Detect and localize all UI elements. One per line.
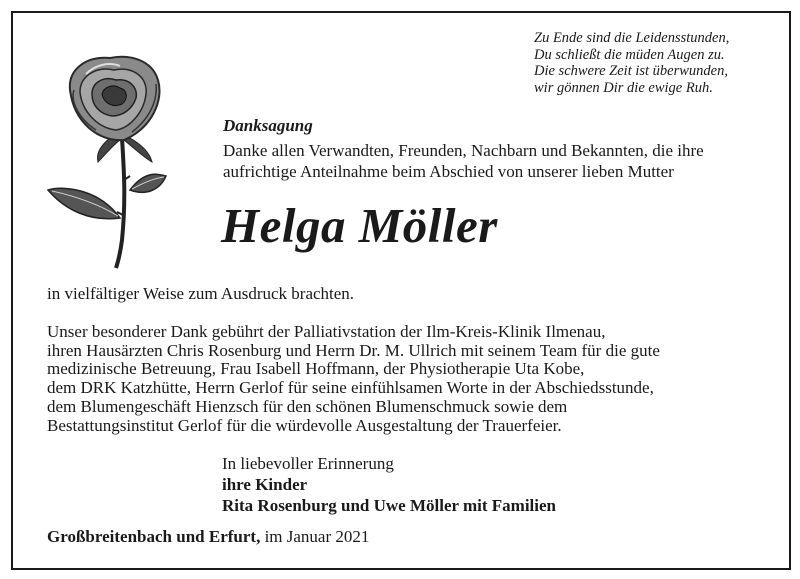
closing-block: [222, 453, 556, 516]
intro-line: Danke allen Verwandten, Freunden, Nachbarn und Bekannten, die ihre: [223, 141, 704, 160]
thanks-line: Bestattungsinstitut Gerlof für die würdevolle Ausgestaltung der Trauerfeier.: [47, 415, 562, 435]
deceased-name: Helga Möller: [221, 198, 498, 253]
poem-line: Die schwere Zeit ist überwunden,: [534, 63, 728, 79]
thanks-paragraph: [47, 323, 787, 435]
thanks-line: dem DRK Katzhütte, Herrn Gerlof für seine einfühlsamen Worte in der Abschiedsstunde,: [47, 378, 654, 398]
poem-line: Zu Ende sind die Leidensstunden,: [534, 30, 730, 46]
intro-line: aufrichtige Anteilnahme beim Abschied von unserer lieben Mutter: [223, 162, 674, 181]
poem: [534, 30, 774, 96]
intro-text: [223, 140, 783, 182]
thanks-line: Unser besonderer Dank gebührt der Palliativstation der Ilm-Kreis-Klinik Ilmenau,: [47, 322, 606, 341]
closing-family-names: Rita Rosenburg und Uwe Möller mit Familien: [222, 496, 557, 515]
thanks-line: medizinische Betreuung, Frau Isabell Hoffmann, der Physiotherapie Uta Kobe,: [47, 359, 585, 379]
footer-place: Großbreitenbach und Erfurt,: [47, 527, 261, 546]
closing-children: ihre Kinder: [222, 475, 308, 494]
poem-line: Du schließt die müden Augen zu.: [534, 46, 725, 63]
thanks-line: ihren Hausärzten Chris Rosenburg und Herrn Dr. M. Ullrich mit seinem Team für die gute: [47, 340, 660, 360]
poem-line: wir gönnen Dir die ewige Ruh.: [534, 79, 713, 96]
closing-line: In liebevoller Erinnerung: [222, 454, 394, 473]
rose-icon: [40, 50, 195, 270]
after-name-text: in vielfältiger Weise zum Ausdruck brachten.: [47, 284, 355, 303]
footer-place-date: [47, 527, 369, 547]
thanks-line: dem Blumengeschäft Hienzsch für den schönen Blumenschmuck sowie dem: [47, 396, 568, 416]
footer-date: im Januar 2021: [260, 527, 370, 546]
heading-danksagung: Danksagung: [223, 116, 313, 135]
